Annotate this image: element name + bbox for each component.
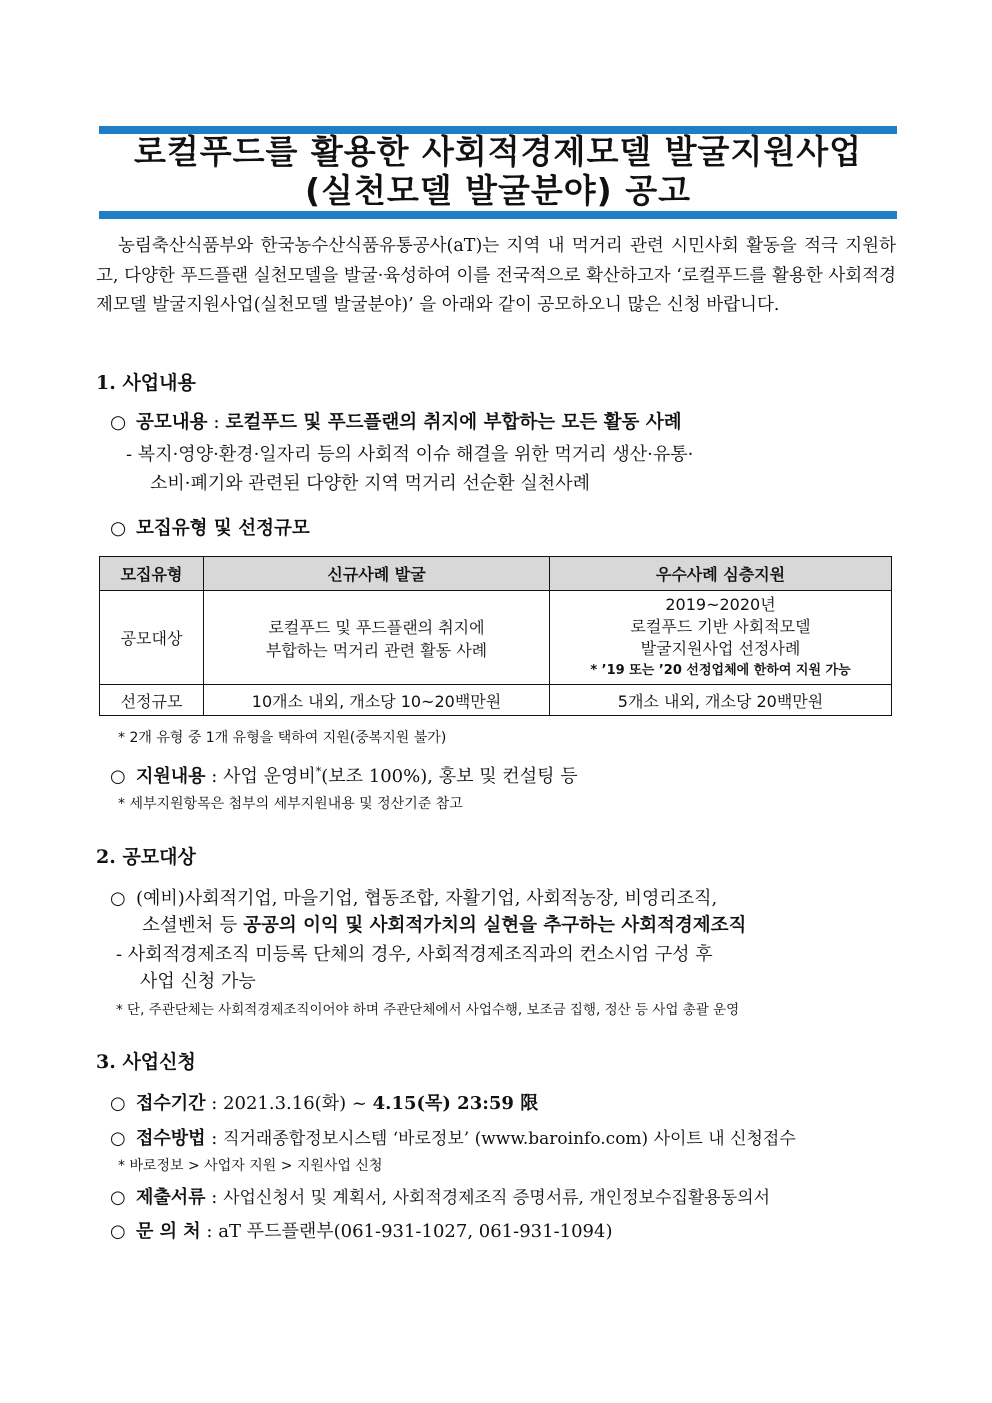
recruit-heading: 모집유형 및 선정규모 [136, 518, 310, 539]
table-note: * 2개 유형 중 1개 유형을 택하여 지원(중복지원 불가) [118, 730, 447, 746]
table-cell: 10개소 내외, 개소당 10~20백만원 [204, 685, 550, 716]
table-header-row [100, 557, 892, 591]
target-line-2-plain: 소셜벤처 등 [142, 915, 244, 936]
colon: : [205, 766, 224, 787]
bullet: ○ [110, 888, 126, 909]
contact-label: 문 의 처 [136, 1221, 201, 1242]
table-header: 모집유형 [100, 557, 204, 591]
bullet: ○ [110, 412, 127, 433]
section-2-heading: 2. 공모대상 [96, 846, 196, 868]
target-note: * 단, 주관단체는 사회적경제조직이어야 하며 주관단체에서 사업수행, 보조금 집행, 정산 등 사업 총괄 운영 [116, 1002, 740, 1018]
method-label: 접수방법 [136, 1128, 206, 1149]
colon: : [207, 412, 226, 433]
support-note: * 세부지원항목은 첨부의 세부지원내용 및 정산기준 참고 [118, 796, 463, 812]
table-header: 우수사례 심층지원 [550, 557, 892, 591]
recruit-table [99, 556, 892, 716]
period-plain: 2021.3.16(화) ~ [223, 1093, 373, 1114]
table-row [100, 685, 892, 716]
cell-line: 로컬푸드 및 푸드플랜의 취지에 [268, 617, 485, 637]
table-cell-label: 선정규모 [100, 685, 204, 716]
table-row [100, 591, 892, 685]
cell-line: 부합하는 먹거리 관련 활동 사례 [265, 640, 488, 660]
target-line-1: (예비)사회적기업, 마을기업, 협동조합, 자활기업, 사회적농장, 비영리조직, [136, 888, 718, 909]
method-item [110, 1124, 796, 1150]
support-item [110, 762, 578, 788]
title-line-1: 로컬푸드를 활용한 사회적경제모델 발굴지원사업 [134, 132, 862, 171]
cell-line: 발굴지원사업 선정사례 [640, 638, 801, 658]
docs-value: 사업신청서 및 계획서, 사회적경제조직 증명서류, 개인정보수집활용동의서 [223, 1188, 770, 1208]
target-line-2-bold: 공공의 이익 및 사회적가치의 실현을 추구하는 사회적경제조직 [243, 915, 747, 936]
support-value-b: (보조 100%), 홍보 및 컨설팅 등 [321, 766, 578, 787]
bullet: ○ [110, 518, 127, 539]
target-dash-2: 사업 신청 가능 [140, 971, 256, 992]
contest-value: 로컬푸드 및 푸드플랜의 취지에 부합하는 모든 활동 사례 [225, 412, 682, 433]
intro-paragraph [96, 232, 896, 321]
contest-label: 공모내용 [136, 412, 208, 433]
support-value-a: 사업 운영비 [223, 766, 316, 787]
bullet: ○ [110, 1221, 126, 1242]
title-bottom-rule [99, 211, 897, 219]
method-value: 직거래종합정보시스템 ‘바로정보’ (www.baroinfo.com) 사이트 내 신청접수 [223, 1129, 796, 1149]
cell-line: 2019~2020년 [665, 594, 776, 614]
contact-item [110, 1217, 612, 1243]
colon: : [205, 1128, 224, 1149]
table-cell [204, 591, 550, 685]
table-header: 신규사례 발굴 [204, 557, 550, 591]
contest-item [110, 408, 682, 434]
target-dash-1: - 사회적경제조직 미등록 단체의 경우, 사회적경제조직과의 컨소시엄 구성 후 [116, 944, 713, 965]
docs-item [110, 1183, 770, 1209]
title-line-2: (실천모델 발굴분야) 공고 [305, 171, 691, 210]
table-cell-label: 공모대상 [100, 591, 204, 685]
cell-note: * ’19 또는 ’20 선정업체에 한하여 지원 가능 [590, 662, 851, 678]
target-line-2 [142, 911, 746, 937]
method-note: * 바로정보 > 사업자 지원 > 지원사업 신청 [118, 1158, 383, 1174]
target-item [110, 884, 717, 910]
contest-detail-1: - 복지·영양·환경·일자리 등의 사회적 이슈 해결을 위한 먹거리 생산·유통· [126, 444, 694, 465]
period-item [110, 1089, 538, 1115]
support-footnote-mark: * [315, 765, 322, 778]
intro-text: 농림축산식품부와 한국농수산식품유통공사(aT)는 지역 내 먹거리 관련 시민사회 활동을 적극 지원하고, 다양한 푸드플랜 실천모델을 발굴·육성하여 이를 전국적으로 확산하고자 ‘로컬푸드를 활용한 사회적경제모델 발굴지원사업(실천모델 발굴분야)’ 을 아래와 같이 공모하오니 많은 신청 바랍니다. [96, 236, 896, 315]
colon: : [200, 1221, 219, 1242]
docs-label: 제출서류 [136, 1187, 206, 1208]
bullet: ○ [110, 1187, 126, 1208]
section-3-heading: 3. 사업신청 [96, 1051, 196, 1073]
colon: : [205, 1187, 224, 1208]
contest-detail-2: 소비·폐기와 관련된 다양한 지역 먹거리 선순환 실천사례 [150, 473, 590, 494]
bullet: ○ [110, 1128, 126, 1149]
colon: : [205, 1093, 224, 1114]
period-deadline: 4.15(목) 23:59 限 [372, 1093, 539, 1114]
section-1-heading: 1. 사업내용 [96, 372, 196, 394]
bullet: ○ [110, 766, 126, 787]
period-label: 접수기간 [136, 1093, 206, 1114]
table-cell [550, 591, 892, 685]
bullet: ○ [110, 1093, 126, 1114]
recruit-item [110, 514, 310, 540]
contact-value: aT 푸드플랜부(061-931-1027, 061-931-1094) [218, 1221, 613, 1242]
cell-line: 로컬푸드 기반 사회적모델 [630, 616, 811, 636]
support-label: 지원내용 [136, 766, 206, 787]
table-cell: 5개소 내외, 개소당 20백만원 [550, 685, 892, 716]
